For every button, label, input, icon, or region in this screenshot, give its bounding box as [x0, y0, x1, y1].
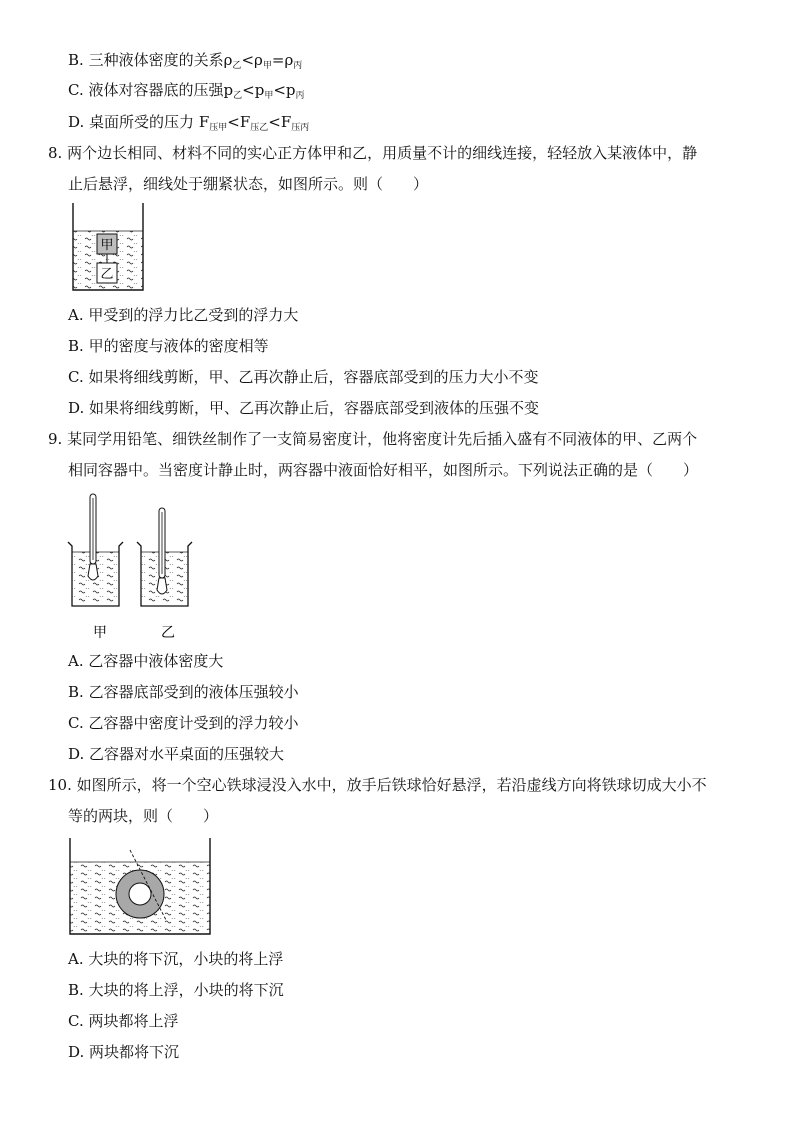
- option-text: 乙容器中密度计受到的浮力较小: [88, 714, 299, 732]
- option-text: 液体对容器底的压强: [88, 81, 224, 99]
- option-text: 乙容器中液体密度大: [88, 652, 224, 670]
- question-text: 某同学用铅笔、细铁丝制作了一支简易密度计，他将密度计先后插入盛有不同液体的甲、乙两个: [67, 430, 698, 448]
- subscript: 丙: [293, 61, 303, 71]
- subscript: 甲: [264, 91, 274, 101]
- q10-stem-line1: [48, 775, 707, 795]
- option-letter: D.: [68, 399, 85, 417]
- subscript: 乙: [233, 91, 243, 101]
- question-text: 如图所示，将一个空心铁球浸没入水中，放手后铁球恰好悬浮，若沿虚线方向将铁球切成大小不: [76, 776, 707, 794]
- subscript: 乙: [232, 61, 242, 71]
- force-symbol: F: [280, 113, 292, 131]
- subscript: 压丙: [291, 123, 310, 133]
- option-letter: C.: [68, 368, 84, 386]
- question-number: 8.: [48, 144, 63, 162]
- force-symbol: F: [239, 113, 251, 131]
- ball-hollow-cavity: [129, 883, 151, 905]
- q8-stem-line1: [48, 143, 697, 163]
- less-than-symbol: <: [273, 81, 286, 99]
- question-number: 10.: [48, 776, 72, 794]
- option-text: 乙容器底部受到的液体压强较小: [88, 683, 299, 701]
- hydrometer-yi-bulb: [157, 578, 167, 594]
- option-letter: B.: [68, 683, 84, 701]
- option-letter: C.: [68, 1012, 84, 1030]
- q8-figure-container: [70, 203, 146, 293]
- beaker-yi-label: 乙: [161, 625, 175, 641]
- option-text: 桌面所受的压力: [89, 113, 195, 131]
- q9-figure: [64, 492, 194, 642]
- subscript: 压甲: [209, 123, 228, 133]
- option-text: 大块的将上浮，小块的将下沉: [88, 981, 284, 999]
- subscript: 压乙: [250, 123, 269, 133]
- option-text: 两块都将上浮: [88, 1012, 179, 1030]
- q8-option-a: [68, 305, 298, 325]
- question-text: 两个边长相同、材料不同的实心正方体甲和乙，用质量不计的细线连接，轻轻放入某液体中，静: [67, 144, 698, 162]
- q9-stem-line1: [48, 429, 697, 449]
- question-number: 9.: [48, 430, 63, 448]
- rho-symbol: ρ: [254, 51, 263, 69]
- question-text: 止后悬浮，细线处于绷紧状态，如图所示。则（ ）: [68, 175, 429, 193]
- force-symbol: F: [198, 113, 210, 131]
- option-letter: C.: [68, 81, 84, 99]
- q9-option-b: [68, 682, 299, 702]
- option-letter: A.: [68, 950, 84, 968]
- option-letter: B.: [68, 51, 84, 69]
- less-than-symbol: <: [227, 113, 240, 131]
- cube-yi-label: 乙: [100, 267, 114, 282]
- less-than-symbol: <: [268, 113, 281, 131]
- option-letter: A.: [68, 652, 84, 670]
- cube-jia-label: 甲: [100, 238, 114, 253]
- q9-option-d: [68, 744, 284, 764]
- option-text: 三种液体密度的关系: [88, 51, 224, 69]
- rho-symbol: ρ: [284, 51, 294, 69]
- option-text: 甲受到的浮力比乙受到的浮力大: [88, 306, 299, 324]
- beaker-jia-label: 甲: [93, 625, 107, 641]
- q7-option-d: [68, 112, 309, 138]
- q9-option-c: [68, 713, 299, 733]
- option-text: 两块都将下沉: [89, 1043, 180, 1061]
- q9-stem-line2: [68, 460, 698, 480]
- less-than-symbol: <: [241, 51, 255, 69]
- pressure-symbol: p: [223, 81, 234, 99]
- option-text: 大块的将下沉，小块的将上浮: [88, 950, 284, 968]
- q8-option-d: [68, 398, 539, 418]
- q10-option-c: [68, 1011, 179, 1031]
- q9-option-a: [68, 651, 223, 671]
- subscript: 甲: [262, 61, 272, 71]
- option-letter: D.: [68, 1043, 85, 1061]
- q7-option-c: [68, 80, 305, 106]
- option-letter: D.: [68, 113, 85, 131]
- q7-option-b: [68, 50, 302, 76]
- subscript: 丙: [295, 91, 305, 101]
- q10-option-d: [68, 1042, 179, 1062]
- option-letter: A.: [68, 306, 84, 324]
- q8-option-c: [68, 367, 539, 387]
- option-letter: B.: [68, 337, 84, 355]
- q10-option-a: [68, 949, 283, 969]
- q10-option-b: [68, 980, 284, 1000]
- option-letter: C.: [68, 714, 84, 732]
- hydrometer-jia-bulb: [88, 564, 98, 580]
- less-than-symbol: <: [242, 81, 255, 99]
- pressure-symbol: p: [285, 81, 296, 99]
- question-text: 等的两块，则（ ）: [68, 807, 219, 825]
- equals-symbol: =: [271, 51, 285, 69]
- q10-figure: [66, 838, 214, 936]
- option-text: 乙容器对水平桌面的压强较大: [89, 745, 285, 763]
- question-text: 相同容器中。当密度计静止时，两容器中液面恰好相平，如图所示。下列说法正确的是（ ）: [68, 461, 699, 479]
- q8-option-b: [68, 336, 269, 356]
- rho-symbol: ρ: [223, 51, 233, 69]
- option-text: 如果将细线剪断，甲、乙再次静止后，容器底部受到的压力大小不变: [88, 368, 539, 386]
- option-letter: D.: [68, 745, 85, 763]
- option-text: 甲的密度与液体的密度相等: [88, 337, 269, 355]
- pressure-symbol: p: [254, 81, 265, 99]
- option-text: 如果将细线剪断，甲、乙再次静止后，容器底部受到液体的压强不变: [89, 399, 540, 417]
- q8-stem-line2: [68, 174, 428, 194]
- q10-stem-line2: [68, 806, 218, 826]
- option-letter: B.: [68, 981, 84, 999]
